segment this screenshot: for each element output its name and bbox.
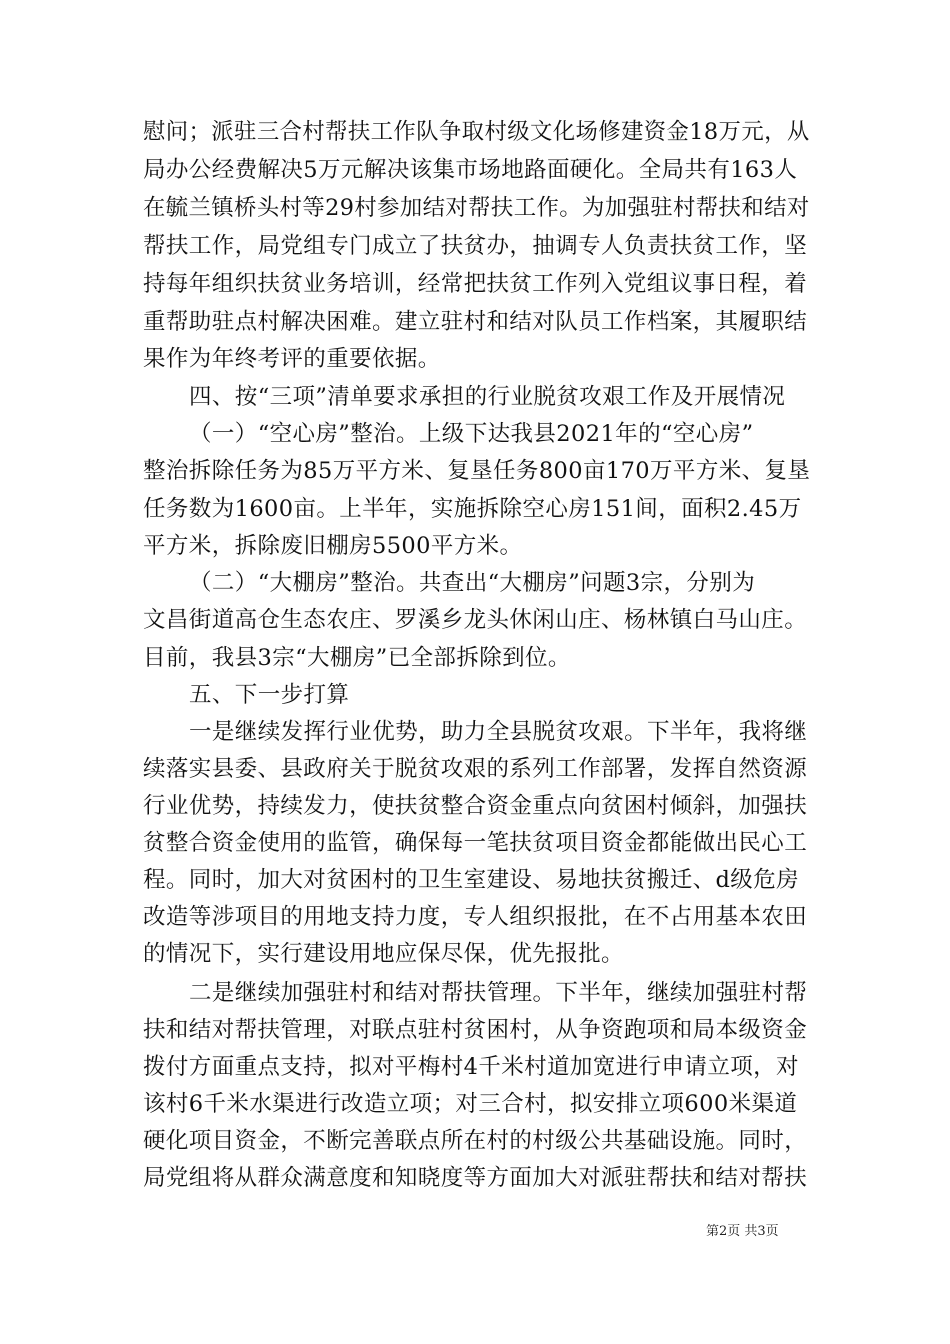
section-heading: 四、按“三项”清单要求承担的行业脱贫攻艰工作及开展情况 — [189, 384, 786, 410]
text-line: 改造等涉项目的用地支持力度，专人组织报批，在不占用基本农田 — [143, 904, 808, 930]
text-line: 在毓兰镇桥头村等29村参加结对帮扶工作。为加强驻村帮扶和结对 — [143, 195, 810, 221]
text-line: 文昌街道高仓生态农庄、罗溪乡龙头休闲山庄、杨林镇白马山庄。 — [143, 607, 808, 633]
text-line: 平方米，拆除废旧棚房5500平方米。 — [143, 533, 523, 559]
text-line: 行业优势，持续发力，使扶贫整合资金重点向贫困村倾斜，加强扶 — [143, 793, 808, 819]
text-line: （二）“大棚房”整治。共查出“大棚房”问题3宗，分别为 — [189, 570, 756, 596]
text-line: 该村6千米水渠进行改造立项；对三合村，拟安排立项600米渠道 — [143, 1091, 798, 1117]
page-number-footer: 第2页 共3页 — [706, 1224, 779, 1239]
text-line: 硬化项目资金，不断完善联点所在村的村级公共基础设施。同时， — [143, 1128, 808, 1154]
text-line: 扶和结对帮扶管理，对联点驻村贫困村，从争资跑项和局本级资金 — [143, 1017, 808, 1043]
text-line: 一是继续发挥行业优势，助力全县脱贫攻艰。下半年，我将继 — [189, 719, 808, 745]
section-heading: 五、下一步打算 — [189, 682, 350, 708]
text-line: 局党组将从群众满意度和知晓度等方面加大对派驻帮扶和结对帮扶 — [143, 1165, 808, 1191]
text-line: 重帮助驻点村解决困难。建立驻村和结对队员工作档案，其履职结 — [143, 309, 808, 335]
text-line: 帮扶工作，局党组专门成立了扶贫办，抽调专人负责扶贫工作，坚 — [143, 233, 808, 259]
text-line: 持每年组织扶贫业务培训，经常把扶贫工作列入党组议事日程，着 — [143, 271, 808, 297]
text-line: 的情况下，实行建设用地应保尽保，优先报批。 — [143, 941, 624, 967]
text-line: 果作为年终考评的重要依据。 — [143, 346, 441, 372]
text-line: 慰问；派驻三合村帮扶工作队争取村级文化场修建资金18万元，从 — [143, 119, 810, 145]
text-line: 二是继续加强驻村和结对帮扶管理。下半年，继续加强驻村帮 — [189, 980, 808, 1006]
text-line: 目前，我县3宗“大棚房”已全部拆除到位。 — [143, 645, 571, 671]
text-line: 贫整合资金使用的监管，确保每一笔扶贫项目资金都能做出民心工 — [143, 830, 808, 856]
text-line: 程。同时，加大对贫困村的卫生室建设、易地扶贫搬迁、d级危房 — [143, 867, 800, 893]
text-line: 局办公经费解决5万元解决该集市场地路面硬化。全局共有163人 — [143, 157, 798, 183]
text-line: 续落实县委、县政府关于脱贫攻艰的系列工作部署，发挥自然资源 — [143, 756, 808, 782]
text-line: （一）“空心房”整治。上级下达我县2021年的“空心房” — [189, 421, 754, 447]
text-line: 整治拆除任务为85万平方米、复垦任务800亩170万平方米、复垦 — [143, 458, 811, 484]
text-line: 拨付方面重点支持，拟对平梅村4千米村道加宽进行申请立项，对 — [143, 1054, 799, 1080]
text-line: 任务数为1600亩。上半年，实施拆除空心房151间，面积2.45万 — [143, 496, 802, 522]
